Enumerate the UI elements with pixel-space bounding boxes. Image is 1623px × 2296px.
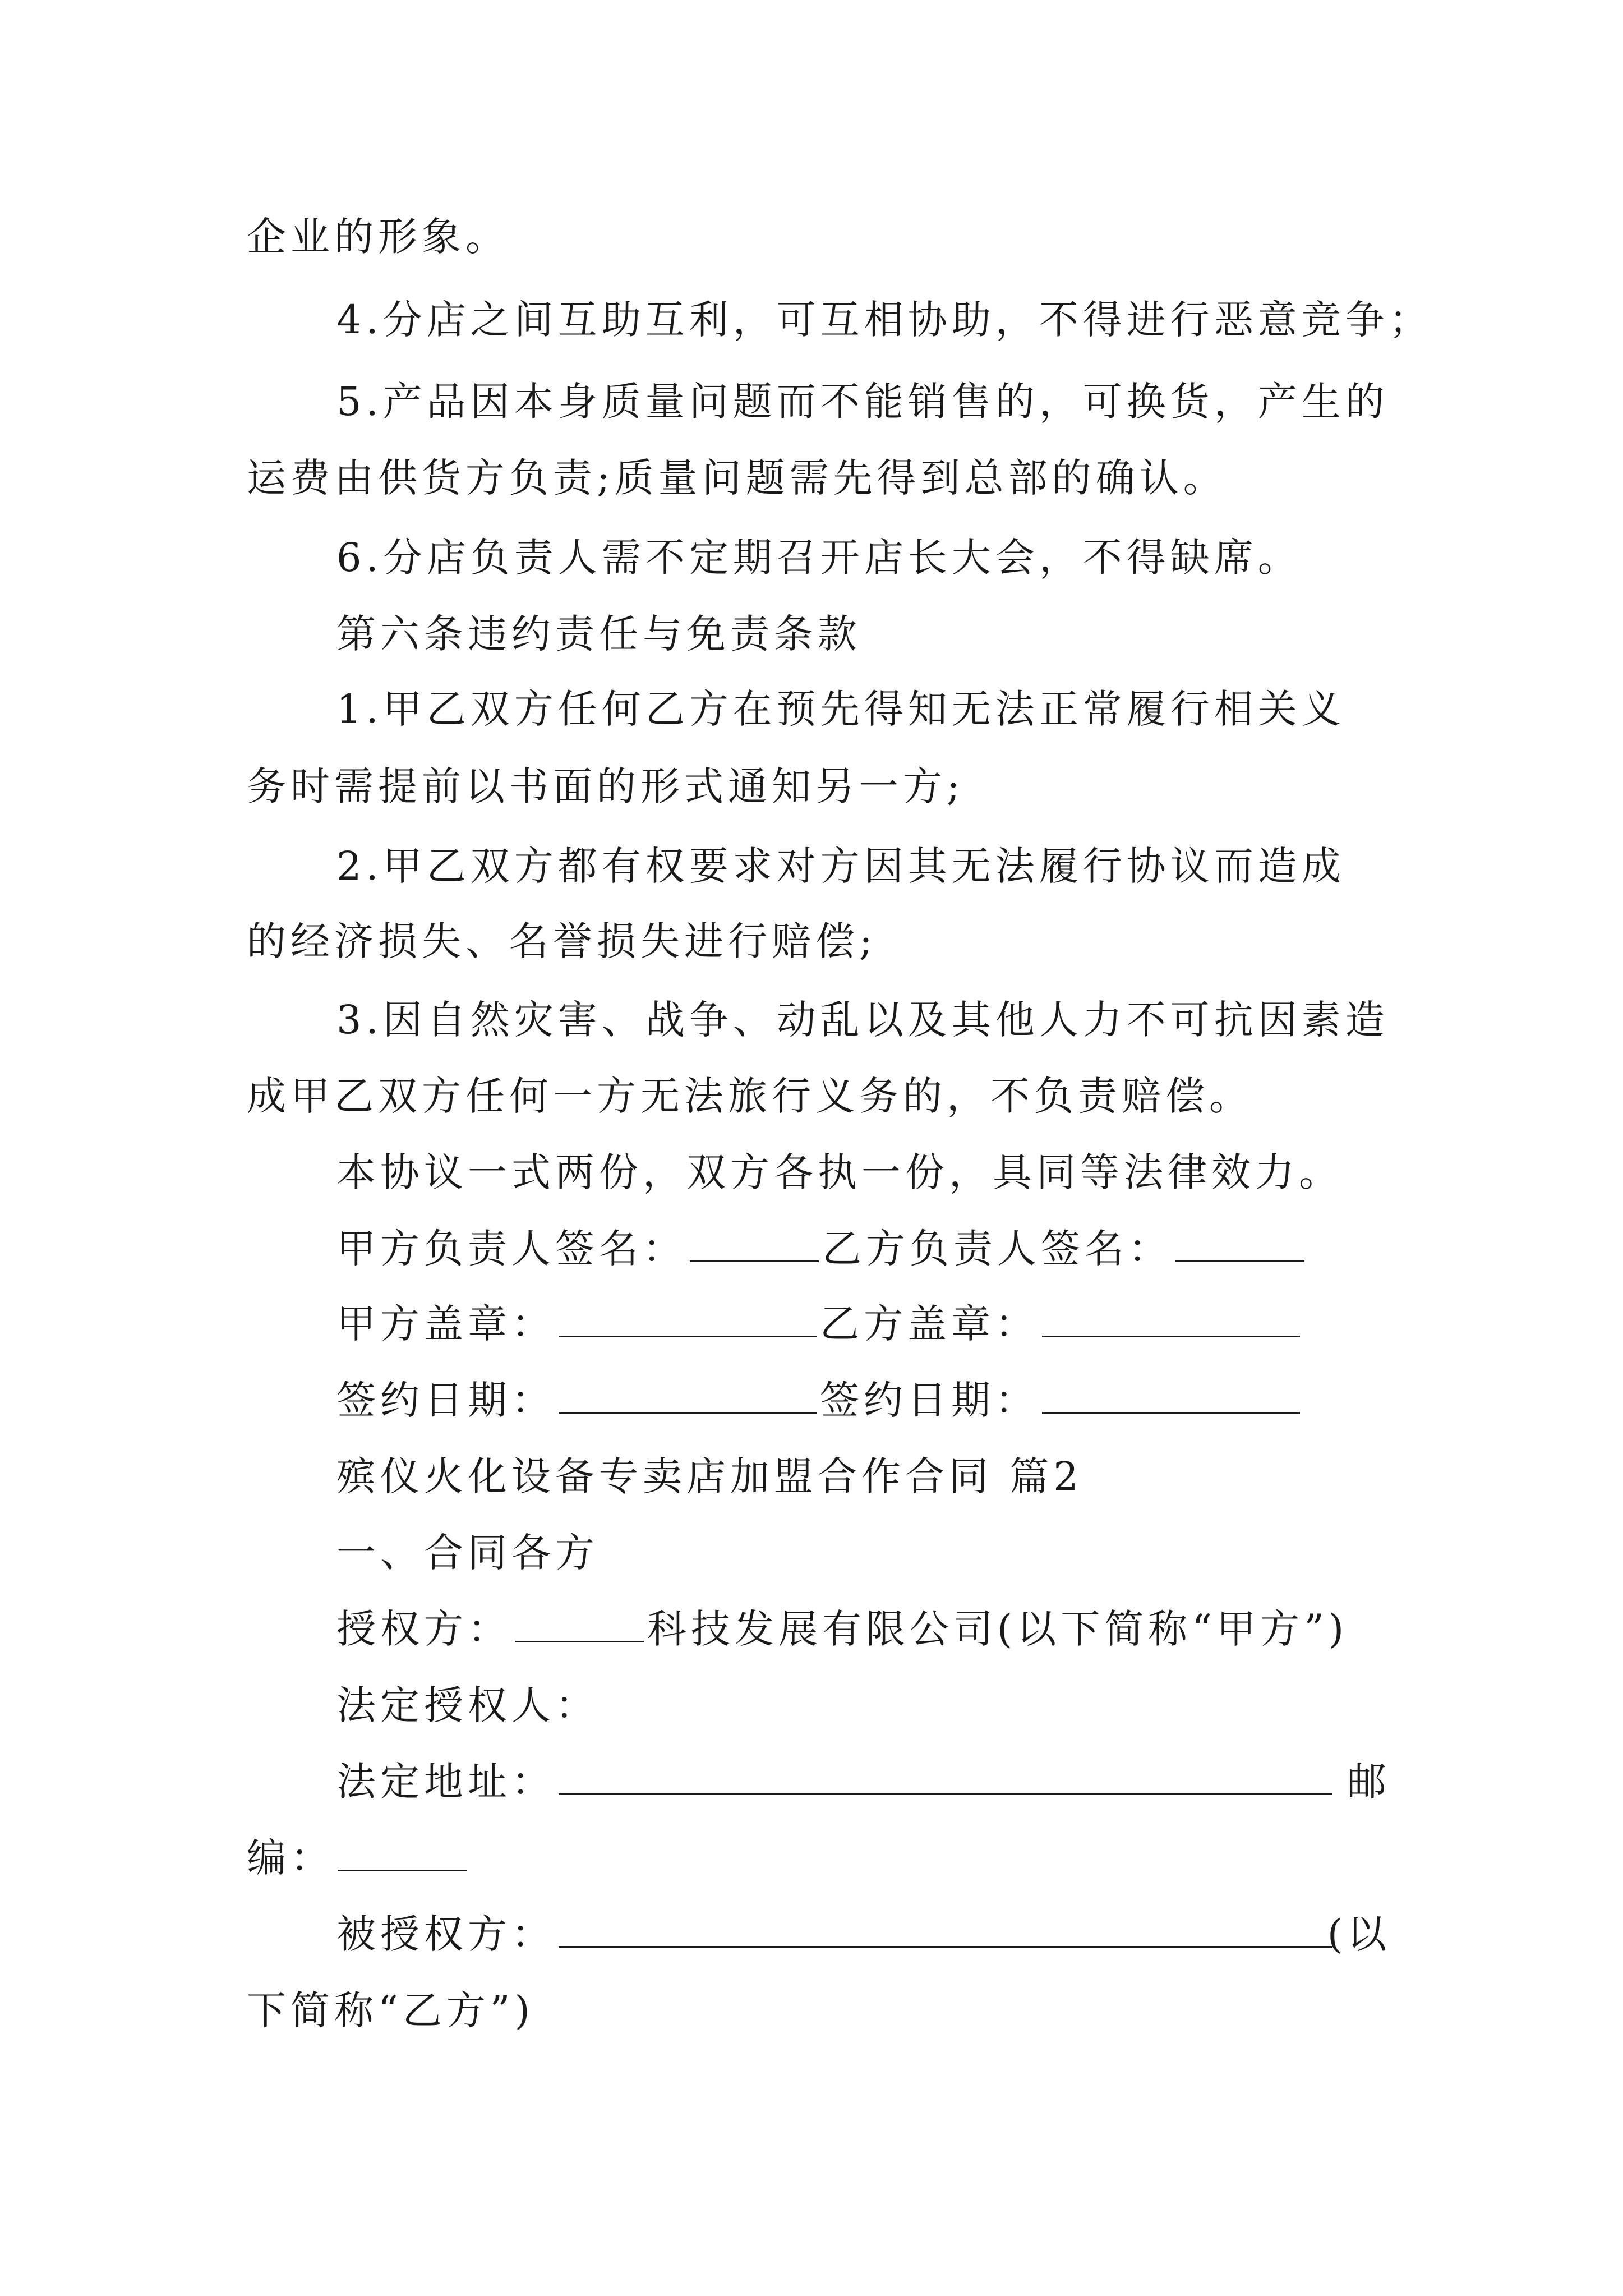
party-b-signer-blank[interactable] (1175, 1223, 1304, 1262)
licensor-blank[interactable] (515, 1604, 644, 1642)
text-line: 6.分店负责人需不定期召开店长大会，不得缺席。 (336, 535, 1302, 581)
party-b-seal-blank[interactable] (1042, 1299, 1300, 1337)
party-a-date-label: 签约日期： (336, 1377, 555, 1423)
section-heading: 一、合同各方 (336, 1530, 599, 1576)
text-line: 2.甲乙双方都有权要求对方因其无法履行协议而造成 (336, 843, 1345, 889)
text-line: 成甲乙双方任何一方无法旅行义务的，不负责赔偿。 (247, 1073, 1253, 1119)
postcode-tail: 邮 (1347, 1759, 1391, 1805)
text-line: 运费由供货方负责;质量问题需先得到总部的确认。 (247, 455, 1227, 501)
text-line: 1.甲乙双方任何乙方在预先得知无法正常履行相关义 (336, 686, 1345, 732)
party-b-date-blank[interactable] (1042, 1375, 1300, 1414)
party-a-signer-blank[interactable] (690, 1223, 819, 1262)
legal-address-blank[interactable] (559, 1756, 1332, 1795)
party-b-date-label: 签约日期： (820, 1377, 1039, 1423)
text-line: 5.产品因本身质量问题而不能销售的，可换货，产生的 (336, 379, 1389, 425)
text-line: 4.分店之间互助互利，可互相协助，不得进行恶意竞争； (336, 297, 1433, 343)
legal-address-label: 法定地址： (336, 1759, 555, 1805)
party-a-signer-label: 甲方负责人签名： (336, 1226, 686, 1272)
licensee-label: 被授权方： (336, 1911, 555, 1957)
postcode-label: 编： (247, 1835, 334, 1881)
party-a-seal-label: 甲方盖章： (336, 1301, 555, 1347)
text-line: 务时需提前以书面的形式通知另一方; (247, 763, 965, 809)
contract-title: 殡仪火化设备专卖店加盟合作合同 篇2 (336, 1453, 1083, 1499)
text-line: 企业的形象。 (247, 214, 509, 260)
party-b-seal-label: 乙方盖章： (820, 1301, 1039, 1347)
party-a-seal-blank[interactable] (559, 1299, 817, 1337)
text-line: 3.因自然灾害、战争、动乱以及其他人力不可抗因素造 (336, 997, 1389, 1043)
party-b-signer-label: 乙方负责人签名： (822, 1226, 1172, 1272)
signature-row-date (336, 1372, 1481, 1428)
licensee-line (336, 1906, 1391, 1962)
licensor-company: 科技发展有限公司(以下简称“甲方”) (647, 1606, 1349, 1652)
legal-rep-line: 法定授权人： (336, 1682, 599, 1728)
signature-row-seal (336, 1296, 1481, 1352)
text-line: 本协议一式两份，双方各执一份，具同等法律效力。 (336, 1149, 1343, 1195)
licensee-blank[interactable] (559, 1909, 1332, 1948)
licensee-continued: 下简称“乙方”) (247, 1987, 534, 2033)
licensor-line (336, 1601, 1481, 1657)
postcode-blank[interactable] (338, 1833, 467, 1871)
licensor-label: 授权方： (336, 1606, 511, 1652)
text-line: 的经济损失、名誉损失进行赔偿; (247, 918, 877, 964)
postcode-line (247, 1830, 1391, 1886)
licensee-tail: (以 (1327, 1911, 1391, 1957)
signature-row-signer (336, 1221, 1481, 1277)
party-a-date-blank[interactable] (559, 1375, 817, 1414)
section-heading: 第六条违约责任与免责条款 (336, 611, 861, 657)
legal-address-line (336, 1754, 1391, 1810)
